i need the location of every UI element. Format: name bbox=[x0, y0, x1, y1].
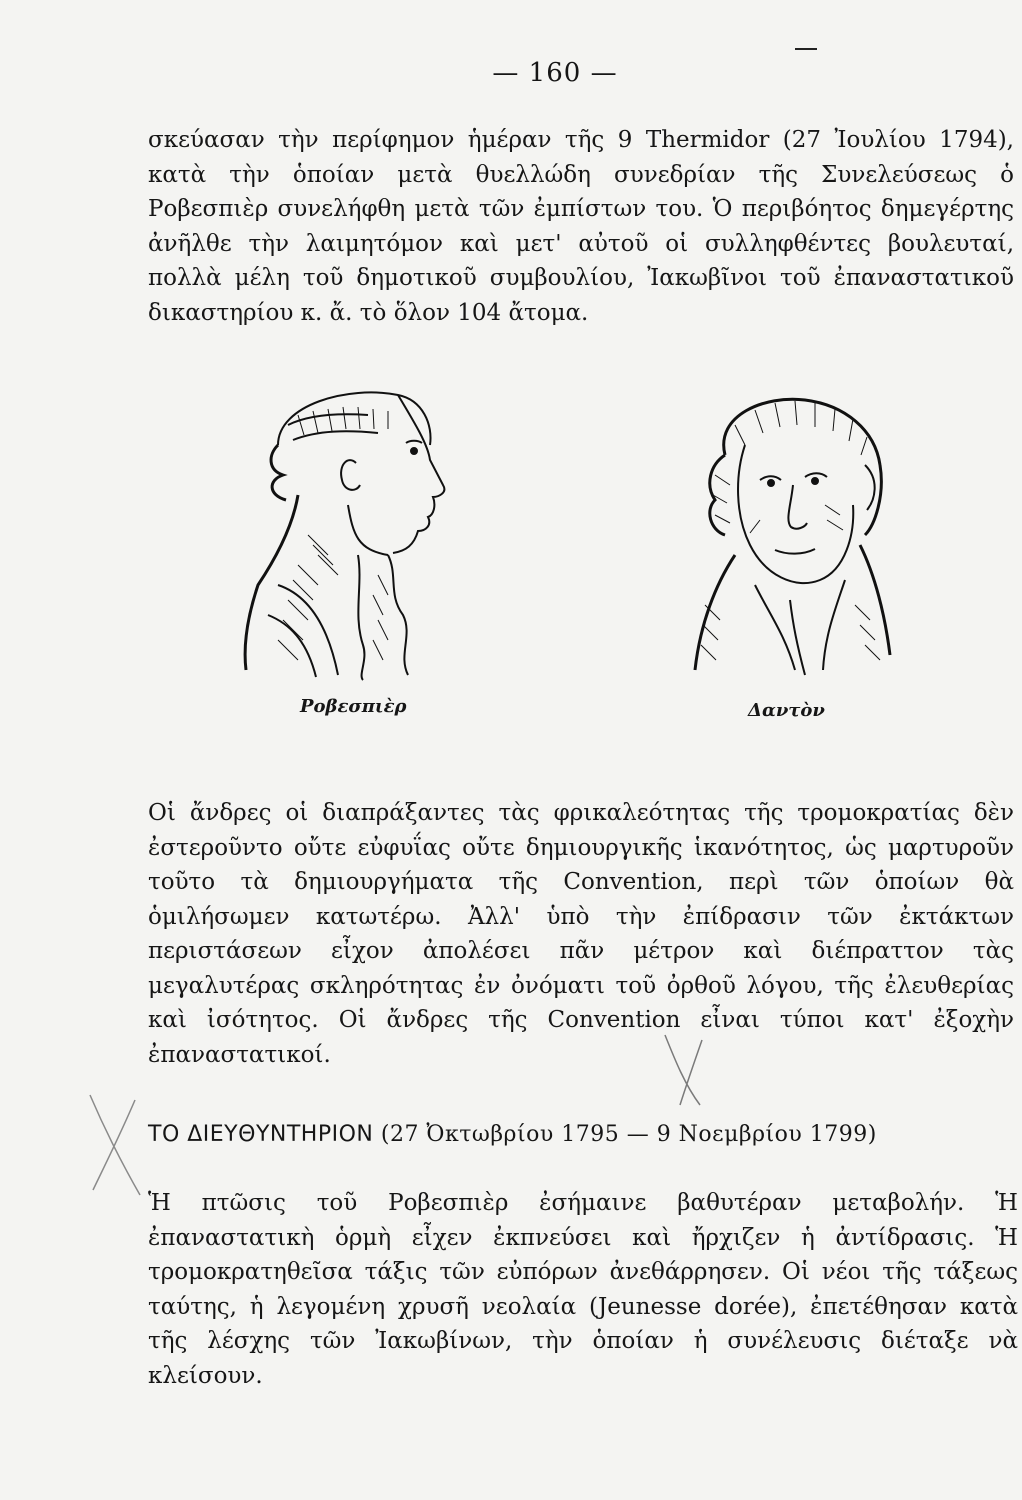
caption-danton: Δαντὸν bbox=[748, 700, 825, 721]
section-title: ΤΟ ΔΙΕΥΘΥΝΤΗΡΙΟΝ bbox=[148, 1122, 374, 1147]
robespierre-portrait bbox=[238, 385, 470, 685]
page-number: — 160 — bbox=[492, 58, 618, 88]
section-heading bbox=[148, 1122, 1014, 1147]
pencil-check-mark bbox=[660, 1030, 710, 1110]
section-dates: (27 Ὀκτωβρίου 1795 — 9 Νοεμβρίου 1799) bbox=[380, 1122, 877, 1147]
pencil-cross-mark bbox=[85, 1090, 145, 1200]
paragraph-2: Οἱ ἄνδρες οἱ διαπράξαντες τὰς φρικαλεότητας τῆς τρομοκρατίας δὲν ἐστεροῦντο οὔτε εὐφυΐας οὔτε δημιουργικῆς ἱκανότητος, ὡς μαρτυροῦν τοῦτο τὰ δημιουργήματα τῆς Convention, περὶ τῶν ὁποίων θὰ ὁμιλήσωμεν κατωτέρω. Ἀλλ' ὑπὸ τὴν ἐπίδρασιν τῶν ἐκτάκτων περιστάσεων εἶχον ἀπολέσει πᾶν μέτρον καὶ διέπραττον τὰς μεγαλυτέρας σκληρότητας ἐν ὀνόματι τοῦ ὀρθοῦ λόγου, τῆς ἐλευθερίας καὶ ἰσότητος. Οἱ ἄνδρες τῆς Convention εἶναι τύποι κατ' ἐξοχὴν ἐπαναστατικοί. bbox=[148, 800, 1014, 1068]
paragraph-3: Ἡ πτῶσις τοῦ Ροβεσπιὲρ ἐσήμαινε βαθυτέραν μεταβολήν. Ἡ ἐπαναστατικὴ ὁρμὴ εἶχεν ἐκπνεύσει καὶ ἤρχιζεν ἡ ἀντίδρασις. Ἡ τρομοκρατηθεῖσα τάξις τῶν εὐπόρων ἀνεθάρρησεν. Οἱ νέοι τῆς τάξεως ταύτης, ἡ λεγομένη χρυσῆ νεολαία (Jeunesse dorée), ἐπετέθησαν κατὰ τῆς λέσχης τῶν Ἰακωβίνων, τὴν ὁποίαν ἡ συνέλευσις διέταξε νὰ κλείσουν. bbox=[148, 1190, 1018, 1389]
corner-mark bbox=[795, 48, 817, 50]
paragraph-1: σκεύασαν τὴν περίφημον ἡμέραν τῆς 9 Thermidor (27 Ἰουλίου 1794), κατὰ τὴν ὁποίαν μετὰ θυελλώδη συνεδρίαν τῆς Συνελεύσεως ὁ Ροβεσπιὲρ συνελήφθη μετὰ τῶν ἐμπίστων του. Ὁ περιβόητος δημεγέρτης ἀνῆλθε τὴν λαιμητόμον καὶ μετ' αὐτοῦ οἱ συλληφθέντες βουλευταί, πολλὰ μέλη τοῦ δημοτικοῦ συμβουλίου, Ἰακωβῖνοι τοῦ ἐπαναστατικοῦ δικαστηρίου κ. ἄ. τὸ ὅλον 104 ἄτομα. bbox=[148, 127, 1014, 326]
danton-portrait bbox=[675, 385, 905, 685]
caption-robespierre: Ροβεσπιὲρ bbox=[300, 696, 407, 717]
